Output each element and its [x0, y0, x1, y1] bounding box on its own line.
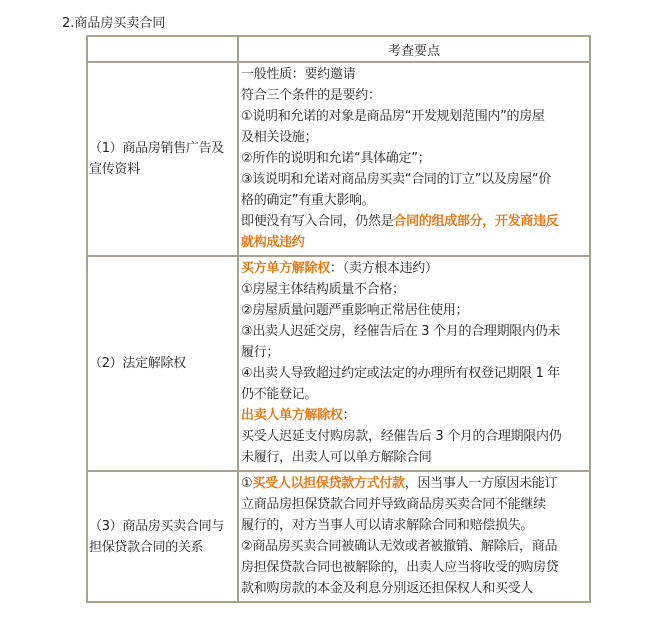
text-segment: ，因当事人一方原因未能订 [404, 476, 558, 491]
content-line [241, 447, 588, 468]
table-body [87, 62, 590, 602]
text-segment: 买受人迟延支付购房款，经催告后 3 个月的合理期限内仍 [241, 429, 562, 444]
text-segment: 仍不能登记。 [241, 387, 318, 402]
contract-table [86, 35, 591, 603]
content-line [241, 321, 588, 342]
row-label-line: （3）商品房买卖合同与 [89, 518, 224, 534]
content-line [241, 85, 588, 106]
content-line [241, 578, 588, 599]
text-segment: 款和购房款的本金及利息分别返还担保权人和买受人 [241, 581, 534, 596]
text-segment: ②所作的说明和允诺“具体确定”； [241, 151, 431, 166]
text-segment: 未履行，出卖人可以单方解除合同 [241, 450, 432, 465]
text-segment: 立商品房担保贷款合同并导致商品房买卖合同不能继续 [241, 497, 546, 512]
content-line [241, 211, 588, 232]
content-line [241, 384, 588, 405]
row-content-cell [238, 471, 590, 602]
text-segment: 履行； [241, 345, 280, 360]
text-segment: ： [342, 408, 356, 423]
row-content-cell [238, 256, 590, 471]
text-segment: ：（卖方根本违约） [329, 261, 438, 276]
content-line [241, 148, 588, 169]
row-label-cell [87, 471, 238, 602]
row-content-cell [238, 62, 590, 256]
table-row [87, 256, 590, 471]
text-segment: ① [241, 476, 253, 491]
table-header-row [87, 36, 590, 62]
content-line [241, 342, 588, 363]
row-label-line: 宣传资料 [89, 162, 140, 177]
content-line [241, 494, 588, 515]
table-row [87, 471, 590, 602]
header-cell-key-points: 考查要点 [238, 36, 590, 62]
text-segment: ①房屋主体结构质量不合格； [241, 282, 405, 297]
highlighted-text: 买受人以担保贷款方式付款 [252, 476, 405, 491]
content-line [241, 473, 588, 494]
row-label-cell [87, 62, 238, 256]
highlighted-text: 买方单方解除权 [241, 261, 330, 276]
text-segment: 即便没有写入合同，仍然是 [241, 214, 394, 229]
text-segment: ④出卖人导致超过约定或法定的办理所有权登记期限 1 年 [241, 366, 561, 381]
content-line [241, 300, 588, 321]
text-segment: 格的确定”有重大影响。 [241, 193, 375, 208]
content-line [241, 557, 588, 578]
highlighted-text: 就构成违约 [241, 235, 305, 250]
row-label-cell [87, 256, 238, 471]
text-segment: ③该说明和允诺对商品房买卖“合同的订立”以及房屋“价 [241, 172, 552, 187]
text-segment: ②商品房买卖合同被确认无效或者被撤销、解除后，商品 [241, 539, 558, 554]
content-line [241, 363, 588, 384]
highlighted-text: 合同的组成部分，开发商违反 [393, 214, 559, 229]
content-line [241, 169, 588, 190]
text-segment: ③出卖人迟延交房，经催告后在 3 个月的合理期限内仍未 [241, 324, 561, 339]
content-line [241, 232, 588, 253]
content-line [241, 127, 588, 148]
text-segment: 履行的，对方当事人可以请求解除合同和赔偿损失。 [241, 518, 534, 533]
text-segment: 符合三个条件的是要约： [241, 88, 381, 103]
text-segment: 房担保贷款合同也被解除的，出卖人应当将收受的购房贷 [241, 560, 559, 575]
content-line [241, 426, 588, 447]
row-label-line: （2）法定解除权 [89, 356, 186, 371]
text-segment: ①说明和允诺的对象是商品房“开发规划范围内”的房屋 [241, 109, 545, 124]
header-cell-item [87, 36, 238, 62]
content-line [241, 536, 588, 557]
content-line [241, 515, 588, 536]
content-line [241, 405, 588, 426]
content-line [241, 279, 588, 300]
content-line [241, 64, 588, 85]
row-label-line: （1）商品房销售广告及 [89, 141, 224, 156]
content-line [241, 106, 588, 127]
text-segment: ②房屋质量问题严重影响正常居住使用； [241, 303, 469, 318]
content-line [241, 190, 588, 211]
section-title: 2.商品房买卖合同 [62, 16, 166, 31]
row-label-line: 担保贷款合同的关系 [89, 539, 204, 555]
table-row [87, 62, 590, 256]
text-segment: 及相关设施； [241, 130, 318, 145]
highlighted-text: 出卖人单方解除权 [241, 408, 343, 423]
text-segment: 一般性质：要约邀请 [241, 67, 356, 82]
content-line [241, 258, 588, 279]
